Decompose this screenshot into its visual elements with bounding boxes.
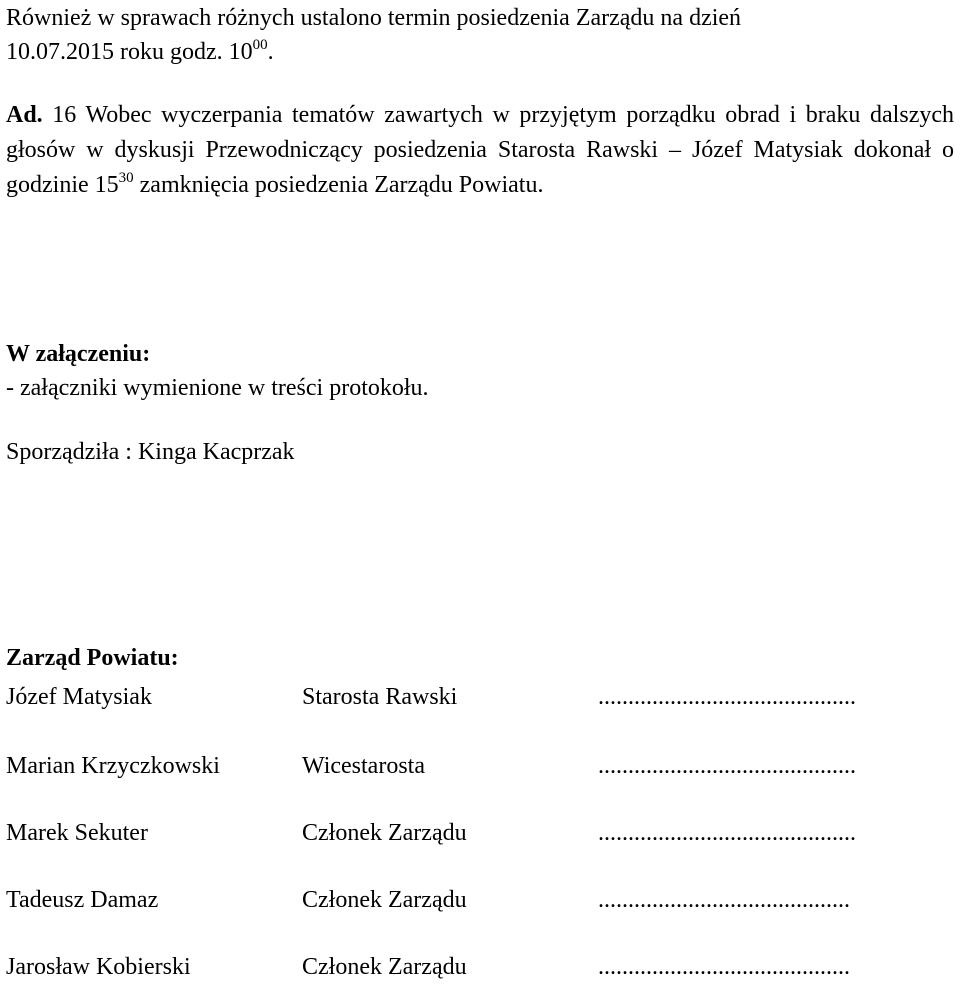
member-role: Członek Zarządu [302, 887, 467, 913]
signature-line: .......................................... [598, 887, 850, 913]
member-name: Marian Krzyczkowski [6, 753, 220, 779]
member-name: Jarosław Kobierski [6, 954, 191, 980]
signature-row [6, 818, 954, 848]
member-name: Józef Matysiak [6, 684, 152, 710]
ad16-text-a: 16 Wobec wyczerpania tematów zawartych w przyjętym porządku obrad i braku dalszych głosów w dyskusji Przewodniczący posiedzenia Starosta Rawski – Józef Matysiak dokonał o godzinie 15 [6, 102, 954, 198]
board-heading: Zarząd Powiatu: [6, 645, 179, 671]
signature-line: .......................................... [598, 954, 850, 980]
signature-line: ........................................... [598, 820, 856, 846]
intro-line-1: Również w sprawach różnych ustalono termin posiedzenia Zarządu na dzień [6, 5, 742, 31]
attachments-heading: W załączeniu: [6, 341, 151, 367]
member-role: Członek Zarządu [302, 954, 467, 980]
ad16-paragraph [6, 98, 954, 203]
signature-row [6, 751, 954, 781]
member-name: Marek Sekuter [6, 820, 148, 846]
meeting-time-minutes: 00 [252, 37, 268, 53]
member-role: Wicestarosta [302, 753, 425, 779]
prepared-by: Sporządziła : Kinga Kacprzak [6, 439, 295, 465]
signature-row [6, 952, 954, 982]
signature-line: ........................................... [598, 684, 856, 710]
meeting-date-text: 10.07.2015 roku godz. 10 [6, 39, 253, 65]
intro-line-2 [6, 38, 274, 66]
signature-line: ........................................... [598, 753, 856, 779]
attachments-item: - załączniki wymienione w treści protokołu. [6, 375, 429, 401]
member-role: Starosta Rawski [302, 684, 458, 710]
intro-line-2-end: . [267, 39, 274, 65]
signature-row [6, 885, 954, 915]
closing-time-minutes: 30 [118, 170, 134, 186]
ad16-label: Ad. [6, 102, 43, 128]
ad16-text-b: zamknięcia posiedzenia Zarządu Powiatu. [133, 172, 544, 198]
member-name: Tadeusz Damaz [6, 887, 159, 913]
member-role: Członek Zarządu [302, 820, 467, 846]
signature-row [6, 682, 954, 712]
